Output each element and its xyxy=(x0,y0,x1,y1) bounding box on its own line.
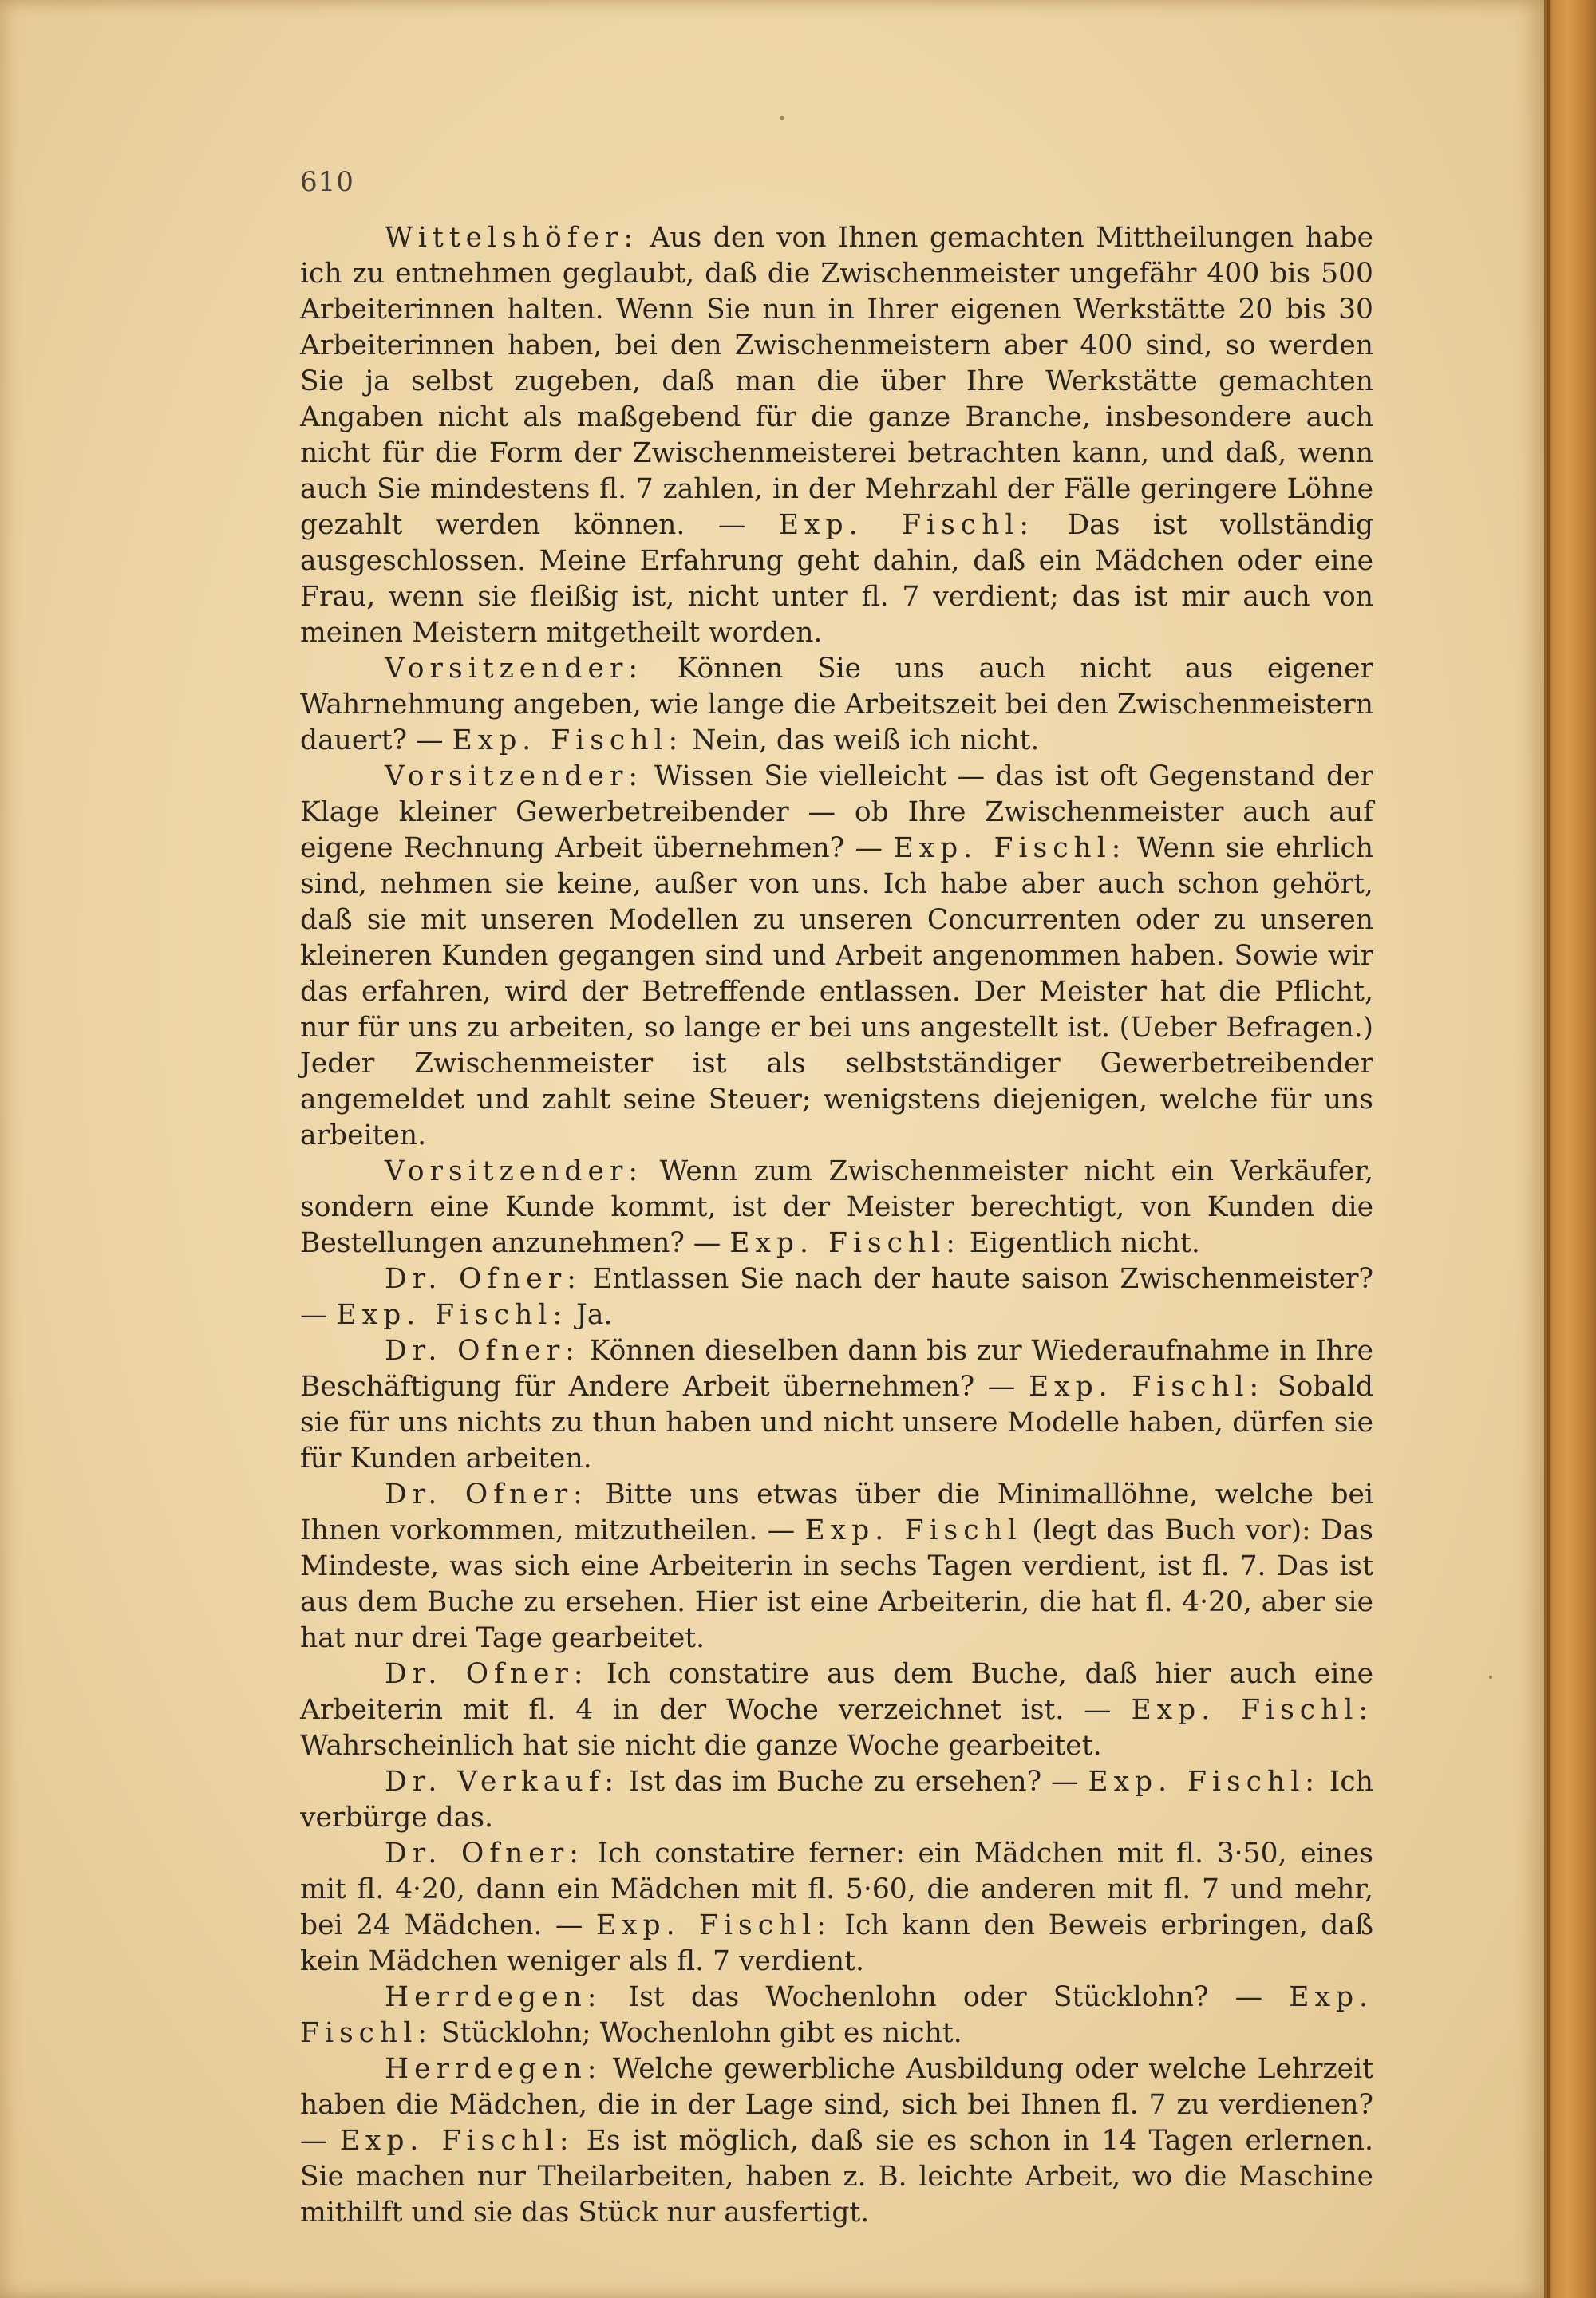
expert-name: Exp. Fischl: xyxy=(300,1981,1373,2049)
answer-text: (legt das Buch vor): Das Mindeste, was sich eine Arbeiterin in sechs Tagen verdient, ist fl. 7. Das ist aus dem Buche zu ersehen. Hier ist eine Arbeiterin, die hat fl. 4·20, aber sie hat nur drei Tage gearbeitet. xyxy=(300,1514,1373,1654)
expert-name: Exp. Fischl: xyxy=(1131,1694,1373,1726)
speaker-name: Dr. Verkauf: xyxy=(385,1766,619,1798)
expert-name: Exp. Fischl: xyxy=(339,2125,575,2157)
speaker-name: Dr. Ofner: xyxy=(385,1263,582,1295)
speaker-name: Herrdegen: xyxy=(385,2053,602,2085)
speaker-name: Vorsitzender: xyxy=(385,1155,644,1187)
answer-text: Ja. xyxy=(567,1299,613,1331)
answer-text: Sobald sie für uns nichts zu thun haben und nicht unsere Modelle haben, dürfen sie für Kunden arbeiten. xyxy=(300,1371,1373,1475)
answer-text: Das ist vollständig ausgeschlossen. Meine Erfahrung geht dahin, daß ein Mädchen oder eine Frau, wenn sie fleißig ist, nicht unter fl. 7 verdient; das ist mir auch von meinen Meistern mitgetheilt worden. xyxy=(300,509,1374,649)
question-text: Wissen Sie vielleicht — das ist oft Gegenstand der Klage kleiner Gewerbetreibender — ob Ihre Zwischenmeister auch auf eigene Rechnung Arbeit übernehmen? — xyxy=(300,760,1373,864)
speaker-name: Dr. Ofner: xyxy=(385,1838,584,1870)
question-text: Können Sie uns auch nicht aus eigener Wahrnehmung angeben, wie lange die Arbeitszeit bei den Zwischenmeistern dauert? — xyxy=(300,653,1373,756)
paragraph xyxy=(300,1262,1373,1333)
speaker-name: Wittelshöfer: xyxy=(385,222,639,254)
paragraph xyxy=(300,2051,1373,2231)
book-edge xyxy=(1544,0,1596,2298)
expert-name: Exp. Fischl: xyxy=(893,832,1127,864)
answer-text: Wahrscheinlich hat sie nicht die ganze Woche gearbeitet. xyxy=(300,1730,1102,1762)
paragraph xyxy=(300,1836,1373,1980)
page-body xyxy=(300,220,1373,2231)
question-text: Welche gewerbliche Ausbildung oder welche Lehrzeit haben die Mädchen, die in der Lage sind, sich bei Ihnen fl. 7 zu verdienen? — xyxy=(300,2053,1373,2157)
page-number: 610 xyxy=(300,166,354,198)
question-text: Entlassen Sie nach der haute saison Zwischenmeister? — xyxy=(300,1263,1373,1331)
answer-text: Nein, das weiß ich nicht. xyxy=(683,725,1040,756)
expert-name: Exp. Fischl: xyxy=(336,1299,568,1331)
expert-name: Exp. Fischl: xyxy=(1028,1371,1265,1403)
question-text: Können dieselben dann bis zur Wiederaufnahme in Ihre Beschäftigung für Andere Arbeit übernehmen? — xyxy=(300,1335,1373,1403)
question-text: Ich constatire ferner: ein Mädchen mit fl. 3·50, eines mit fl. 4·20, dann ein Mädchen mit fl. 5·60, die anderen mit fl. 7 und mehr, bei 24 Mädchen. — xyxy=(300,1838,1373,1941)
paragraph xyxy=(300,1154,1373,1262)
speaker-name: Dr. Ofner: xyxy=(385,1335,580,1367)
question-text: Ist das Wochenlohn oder Stücklohn? — xyxy=(602,1981,1290,2013)
paragraph xyxy=(300,1980,1373,2051)
answer-text: Wenn sie ehrlich sind, nehmen sie keine, außer von uns. Ich habe aber auch schon gehört, daß sie mit unseren Modellen zu unseren Concurrenten oder zu unseren kleineren Kunden gegangen sind und Arbeit angenommen haben. Sowie wir das erfahren, wird der Betreffende entlassen. Der Meister hat die Pflicht, nur für uns zu arbeiten, so lange er bei uns angestellt ist. (Ueber Befragen.) Jeder Zwischenmeister ist als selbstständiger Gewerbetreibender angemeldet und zahlt seine Steuer; wenigstens diejenigen, welche für uns arbeiten. xyxy=(300,832,1373,1151)
expert-name: Exp. Fischl: xyxy=(452,725,684,756)
paragraph xyxy=(300,1656,1373,1764)
speaker-name: Vorsitzender: xyxy=(385,653,644,685)
paragraph xyxy=(300,220,1373,651)
paragraph xyxy=(300,1764,1373,1836)
question-text: Bitte uns etwas über die Minimallöhne, welche bei Ihnen vorkommen, mitzutheilen. — xyxy=(300,1479,1373,1546)
speaker-name: Vorsitzender: xyxy=(385,760,644,792)
question-text: Ist das im Buche zu ersehen? — xyxy=(618,1766,1088,1798)
question-text: Wenn zum Zwischenmeister nicht ein Verkäufer, sondern eine Kunde kommt, ist der Meister berechtigt, von Kunden die Bestellungen anzunehmen? — xyxy=(300,1155,1373,1259)
paragraph xyxy=(300,1333,1373,1477)
expert-name: Exp. Fischl: xyxy=(595,1909,832,1941)
paragraph xyxy=(300,651,1373,759)
paragraph xyxy=(300,1477,1373,1656)
paper-speck xyxy=(1489,1676,1492,1679)
answer-text: Ich verbürge das. xyxy=(300,1766,1373,1834)
paragraph xyxy=(300,759,1373,1154)
answer-text: Eigentlich nicht. xyxy=(960,1227,1200,1259)
speaker-name: Dr. Ofner: xyxy=(385,1479,588,1510)
expert-name: Exp. Fischl: xyxy=(729,1227,961,1259)
expert-name: Exp. Fischl: xyxy=(778,509,1034,541)
speaker-name: Dr. Ofner: xyxy=(385,1658,589,1690)
paper-speck xyxy=(780,116,784,120)
question-text: Ich constatire aus dem Buche, daß hier auch eine Arbeiterin mit fl. 4 in der Woche verzeichnet ist. — xyxy=(300,1658,1373,1726)
question-text: Aus den von Ihnen gemachten Mittheilungen habe ich zu entnehmen geglaubt, daß die Zwischenmeister ungefähr 400 bis 500 Arbeiterinnen halten. Wenn Sie nun in Ihrer eigenen Werkstätte 20 bis 30 Arbeiterinnen haben, bei den Zwischenmeistern aber 400 sind, so werden Sie ja selbst zugeben, daß man die über Ihre Werkstätte gemachten Angaben nicht als maßgebend für die ganze Branche, insbesondere auch nicht für die Form der Zwischenmeisterei betrachten kann, und daß, wenn auch Sie mindestens fl. 7 zahlen, in der Mehrzahl der Fälle geringere Löhne gezahlt werden können. — xyxy=(300,222,1373,541)
expert-name: Exp. Fischl xyxy=(804,1514,1022,1546)
answer-text: Ich kann den Beweis erbringen, daß kein Mädchen weniger als fl. 7 verdient. xyxy=(300,1909,1373,1977)
expert-name: Exp. Fischl: xyxy=(1088,1766,1320,1798)
speaker-name: Herrdegen: xyxy=(385,1981,602,2013)
answer-text: Stücklohn; Wochenlohn gibt es nicht. xyxy=(432,2017,962,2049)
answer-text: Es ist möglich, daß sie es schon in 14 Tagen erlernen. Sie machen nur Theilarbeiten, haben z. B. leichte Arbeit, wo die Maschine mithilft und sie das Stück nur ausfertigt. xyxy=(300,2125,1373,2229)
